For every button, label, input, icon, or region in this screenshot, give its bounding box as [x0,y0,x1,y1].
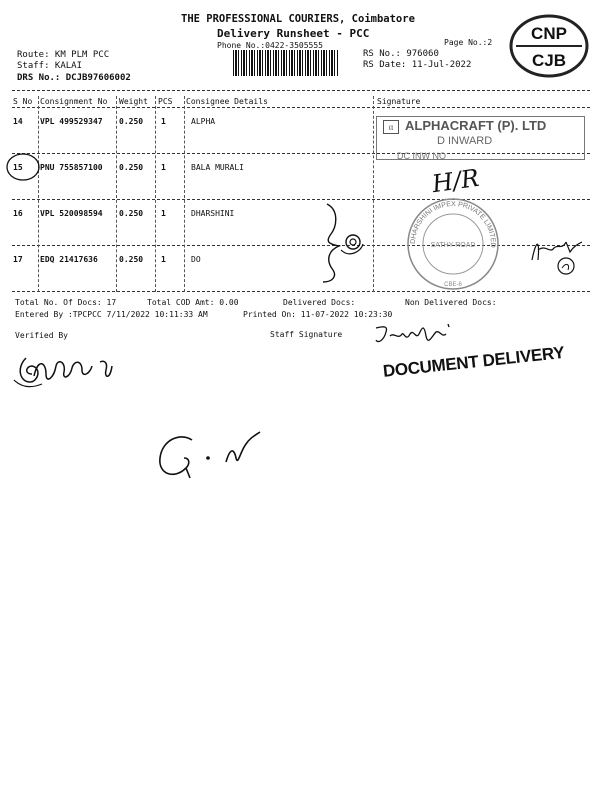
staff: Staff: KALAI [17,61,83,71]
row-consignee: ALPHA [191,117,216,126]
verified-signature-handwriting [12,348,122,390]
row-consignee: DO [191,255,201,264]
total-cod: Total COD Amt: 0.00 [147,298,239,307]
alphacraft-stamp: α ALPHACRAFT (P). LTD D INWARD DC INW NO [376,116,585,160]
row-consignment: EDQ 21417636 [40,255,98,264]
row-pcs: 1 [161,255,166,264]
barcode [233,50,339,76]
staff-signature-label: Staff Signature [270,330,343,339]
row-sno: 17 [13,255,23,264]
gn-handwriting [150,418,290,488]
handwritten-signature-row17 [526,230,588,280]
dharshini-center-text: SATHY ROAD [430,242,476,249]
col-header-signature: Signature [377,97,421,106]
col-header-sno: S No [13,97,33,106]
cnp-text: CNP [531,24,567,43]
printed-on: Printed On: 11-07-2022 10:23:30 [243,310,393,319]
column-rule [116,96,117,292]
total-docs: Total No. Of Docs: 17 [15,298,117,307]
company-name: THE PROFESSIONAL COURIERS, Coimbatore [181,13,415,25]
alphacraft-name: ALPHACRAFT (P). LTD [405,118,547,133]
route: Route: KM PLM PCC [17,50,110,60]
hand-circle-mark [4,150,44,184]
row-pcs: 1 [161,209,166,218]
table-top-rule [12,90,590,91]
column-rule [184,96,185,292]
cjb-text: CJB [531,51,567,70]
dharshini-ring-text: DHARSHINI IMPEX PRIVATE LIMITED [409,200,497,248]
drs-number: DRS No.: DCJB97606002 [17,73,131,83]
row-sno: 16 [13,209,23,218]
sheet-title: Delivery Runsheet - PCC [217,27,370,40]
handwritten-bracket-mark [315,200,375,284]
rs-date: RS Date: 11-Jul-2022 [363,60,472,70]
alphacraft-inward: D INWARD [437,135,493,147]
row-weight: 0.250 [119,209,144,218]
rs-number: RS No.: 976060 [363,49,439,59]
col-header-consignee: Consignee Details [186,97,268,106]
row-consignment: VPL 499529347 [40,117,103,126]
col-header-weight: Weight [119,97,148,106]
cnp-cjb-stamp [506,12,592,80]
entered-by: Entered By :TPCPCC 7/11/2022 10:11:33 AM [15,310,208,319]
verified-by-label: Verified By [15,331,68,340]
row-pcs: 1 [161,163,166,172]
non-delivered-docs: Non Delivered Docs: [405,298,497,307]
row-pcs: 1 [161,117,166,126]
document-delivery-stamp: DOCUMENT DELIVERY [382,342,566,381]
delivered-docs: Delivered Docs: [283,298,356,307]
dharshini-impex-stamp [398,196,508,292]
dharshini-bottom-text: CBE-6 [444,282,462,288]
row-weight: 0.250 [119,255,144,264]
table-header-rule [12,107,590,108]
row-consignee: BALA MURALI [191,163,244,172]
row-weight: 0.250 [119,163,144,172]
hr-handwriting: H/R [430,163,481,199]
alphacraft-inward-no: DC INW NO [397,151,446,161]
col-header-consignment: Consignment No [40,97,108,106]
row-consignment: VPL 520098594 [40,209,103,218]
page-number: Page No.:2 [444,38,493,47]
column-rule [38,96,39,292]
staff-signature-handwriting [372,318,462,352]
row-consignee: DHARSHINI [191,209,235,218]
column-rule [155,96,156,292]
row-consignment: PNU 755857100 [40,163,103,172]
col-header-pcs: PCS [158,97,173,106]
row-sno: 14 [13,117,23,126]
phone-number: Phone No.:0422-3505555 [217,41,323,50]
row-sno: 15 [13,163,23,172]
row-weight: 0.250 [119,117,144,126]
